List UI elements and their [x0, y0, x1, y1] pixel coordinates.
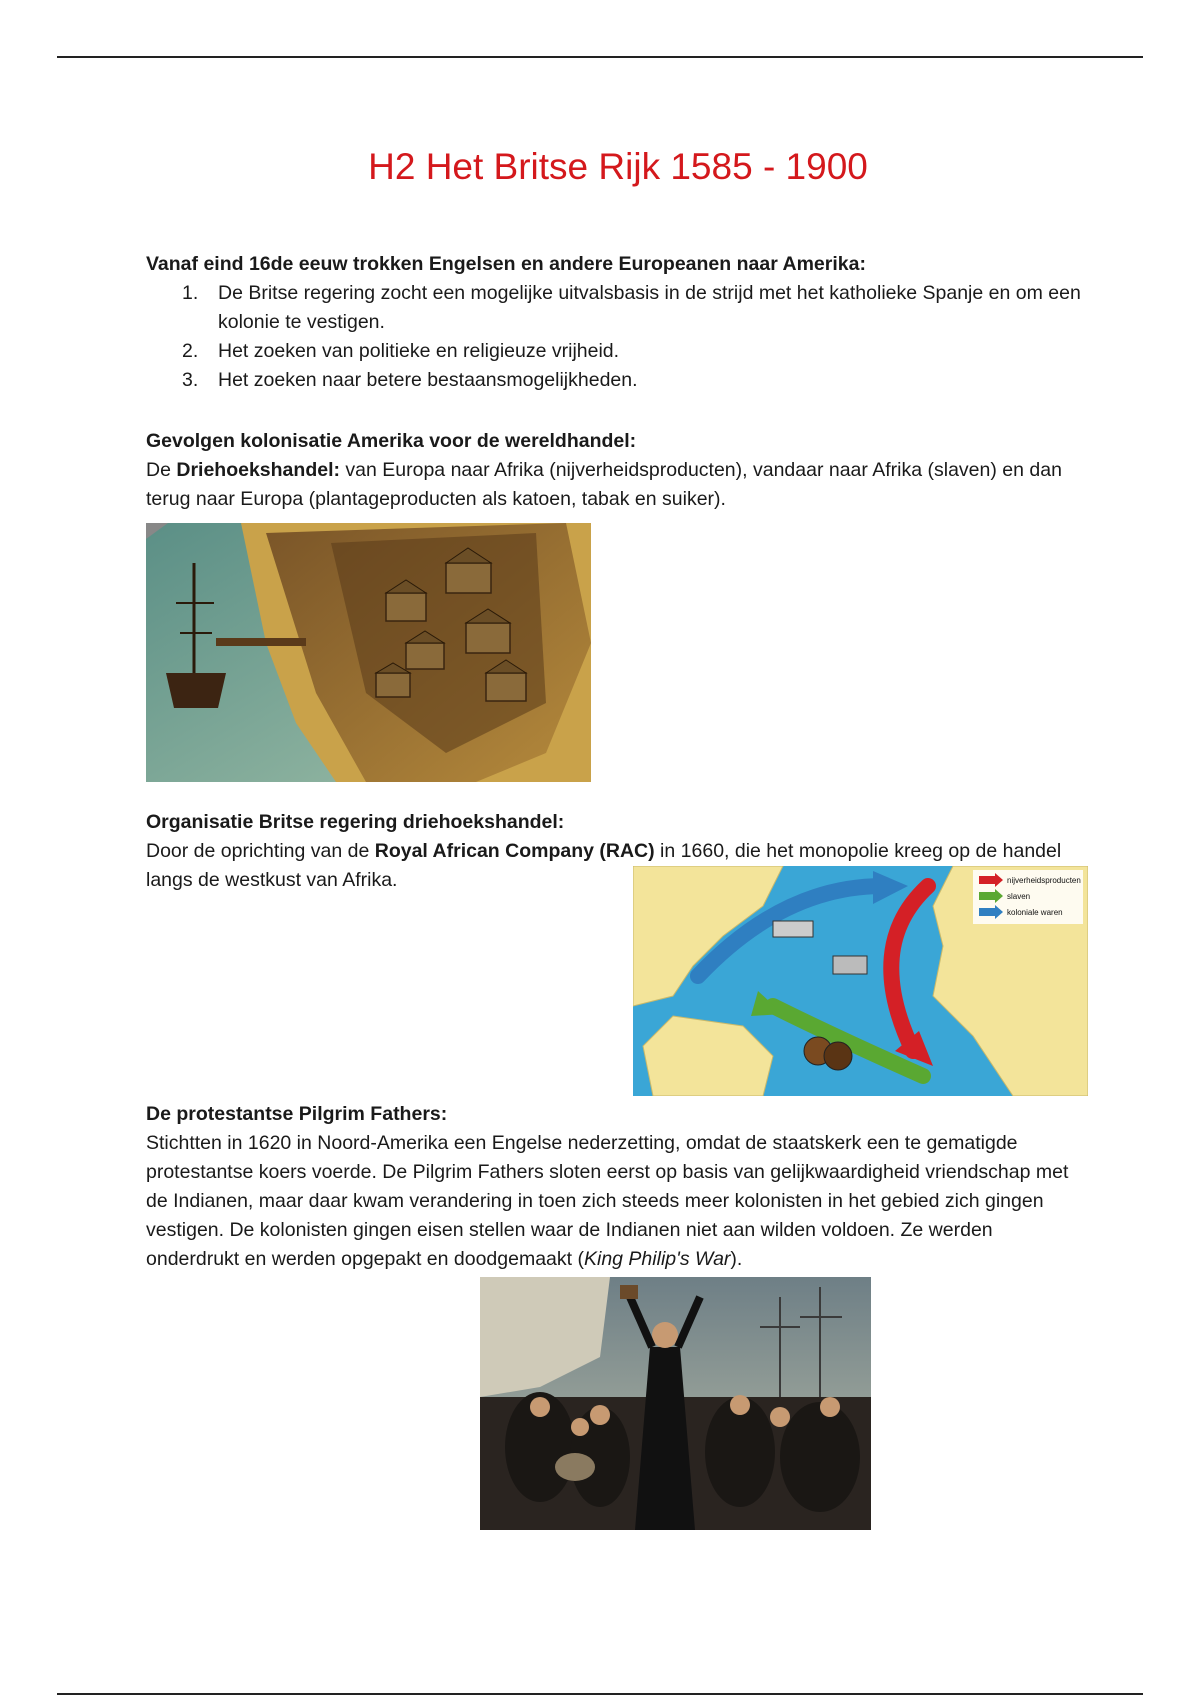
top-rule — [57, 56, 1143, 58]
pilgrim-fathers-painting — [480, 1277, 871, 1530]
legend-label: koloniale waren — [1007, 908, 1063, 917]
paragraph: Door de oprichting van de Royal African Company (RAC) in 1660, die het monopolie kreeg op de handel langs de westkust van Afrika. — [146, 840, 1062, 891]
section-heading: Organisatie Britse regering driehoekshandel: — [146, 811, 565, 833]
colony-painting — [146, 523, 591, 782]
legend-label: nijverheidsproducten — [1007, 876, 1081, 885]
page-title: H2 Het Britse Rijk 1585 - 1900 — [368, 146, 868, 187]
section-heading: Vanaf eind 16de eeuw trokken Engelsen en andere Europeanen naar Amerika: — [146, 253, 866, 275]
bottom-rule — [57, 1693, 1143, 1695]
legend-label: slaven — [1007, 892, 1031, 901]
list-item: 2. Het zoeken van politieke en religieuze vrijheid. — [182, 340, 620, 362]
section-heading: De protestantse Pilgrim Fathers: — [146, 1103, 448, 1125]
list-item: 1. De Britse regering zocht een mogelijke uitvalsbasis in de strijd met het katholieke Spanje en om een kolonie te vestigen. — [182, 282, 1081, 333]
section-motives — [146, 250, 1096, 395]
paragraph: De Driehoekshandel: van Europa naar Afrika (nijverheidsproducten), vandaar naar Afrika (slaven) en dan terug naar Europa (plantageproducten als katoen, tabak en suiker). — [146, 459, 1062, 510]
section-pilgrim-fathers — [146, 1100, 1091, 1274]
list-item: 3. Het zoeken naar betere bestaansmogelijkheden. — [182, 369, 638, 391]
motives-list — [146, 279, 1096, 395]
section-triangle-trade — [146, 427, 1096, 514]
paragraph: Stichtten in 1620 in Noord-Amerika een Engelse nederzetting, omdat de staatskerk een te gematigde protestantse koers voerde. De Pilgrim Fathers sloten eerst op basis van gelijkwaardigheid vriendschap met de Indianen, maar daar kwam verandering in toen zich steeds meer kolonisten in het gebied zich gingen vestigen. De kolonisten gingen eisen stellen waar de Indianen niet aan wilden voldoen. Ze werden onderdrukt en werden opgepakt en doodgemaakt (King Philip's War). — [146, 1132, 1069, 1270]
section-heading: Gevolgen kolonisatie Amerika voor de wereldhandel: — [146, 430, 637, 452]
triangle-trade-map — [633, 866, 1088, 1096]
